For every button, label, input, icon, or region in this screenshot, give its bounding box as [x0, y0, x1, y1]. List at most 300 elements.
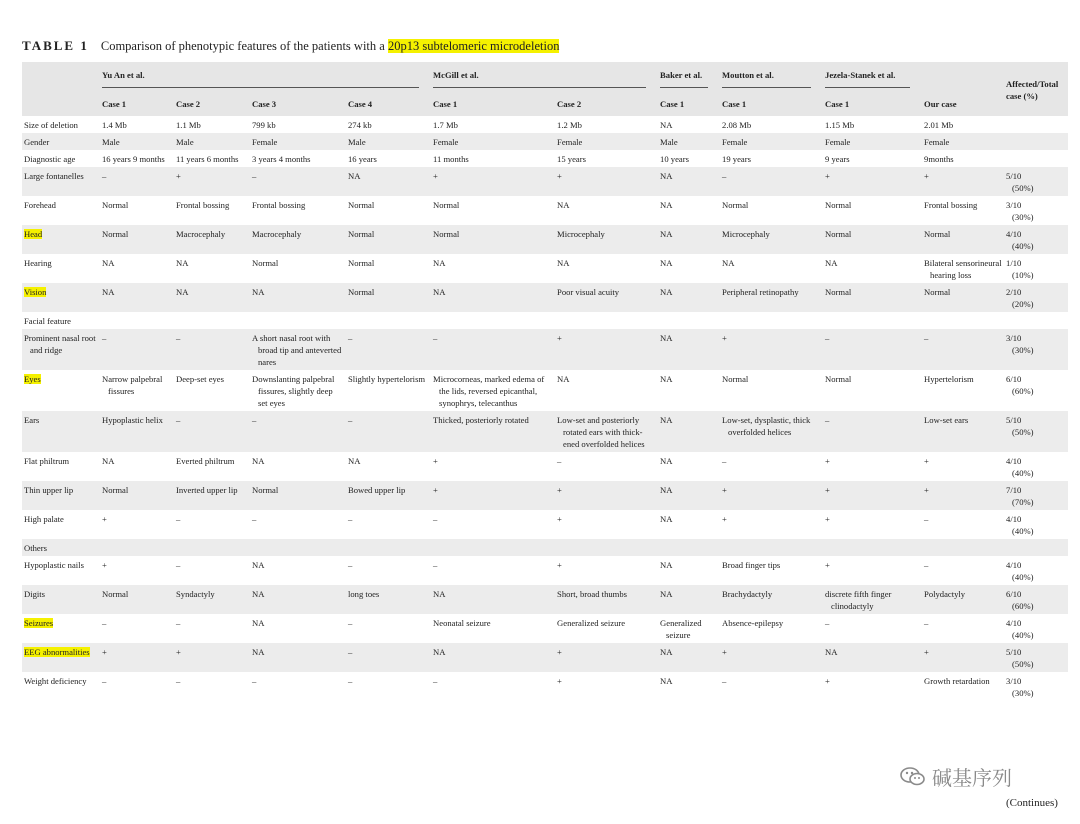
table-cell: Normal [823, 283, 922, 312]
table-cell: Male [346, 133, 431, 150]
table-cell [174, 539, 250, 556]
table-cell: NA [658, 452, 720, 481]
affected-cell [1004, 539, 1068, 556]
header-group-row [22, 62, 1068, 94]
header-our-case: Our case [922, 94, 1004, 116]
feature-label: Ears [22, 411, 100, 452]
group-yu-an: Yu An et al. [100, 62, 431, 94]
affected-cell: 4/10 (40%) [1004, 556, 1068, 585]
feature-label: Forehead [22, 196, 100, 225]
table-cell: NA [555, 254, 658, 283]
table-cell: NA [823, 643, 922, 672]
table-cell: + [100, 510, 174, 539]
table-cell: – [346, 510, 431, 539]
table-cell: – [922, 556, 1004, 585]
feature-label: Vision [22, 283, 100, 312]
table-cell: NA [658, 510, 720, 539]
table-cell [720, 539, 823, 556]
table-cell: NA [658, 196, 720, 225]
table-row [22, 510, 1068, 539]
table-cell: – [100, 329, 174, 370]
affected-cell: 5/10 (50%) [1004, 643, 1068, 672]
table-cell: – [100, 672, 174, 701]
table-cell: discrete fifth finger clinodactyly [823, 585, 922, 614]
feature-label: Large fontanelles [22, 167, 100, 196]
table-cell: Bilateral sensorineural hearing loss [922, 254, 1004, 283]
table-cell: Low-set, dysplastic, thick overfolded helices [720, 411, 823, 452]
table-cell: Hypertelorism [922, 370, 1004, 411]
table-cell: NA [658, 116, 720, 133]
table-cell: Normal [431, 196, 555, 225]
feature-label: Head [22, 225, 100, 254]
table-cell: Bowed upper lip [346, 481, 431, 510]
table-row [22, 329, 1068, 370]
table-cell: Male [658, 133, 720, 150]
table-cell: Short, broad thumbs [555, 585, 658, 614]
table-cell: – [823, 411, 922, 452]
table-cell: Male [100, 133, 174, 150]
table-cell: – [174, 329, 250, 370]
table-cell: – [823, 614, 922, 643]
table-cell: Low-set ears [922, 411, 1004, 452]
feature-label: Thin upper lip [22, 481, 100, 510]
table-cell: NA [658, 225, 720, 254]
table-cell: Normal [346, 254, 431, 283]
table-cell: 16 years [346, 150, 431, 167]
header-case: Case 3 [250, 94, 346, 116]
table-row [22, 116, 1068, 133]
table-cell: NA [250, 283, 346, 312]
table-cell: NA [658, 481, 720, 510]
affected-cell: 5/10 (50%) [1004, 411, 1068, 452]
table-row [22, 411, 1068, 452]
table-cell: – [346, 556, 431, 585]
table-cell: + [555, 672, 658, 701]
table-cell: NA [658, 254, 720, 283]
table-cell: NA [431, 585, 555, 614]
table-cell: NA [431, 254, 555, 283]
table-cell: + [555, 510, 658, 539]
table-cell: Peripheral retinopathy [720, 283, 823, 312]
table-cell: 1.7 Mb [431, 116, 555, 133]
table-cell: NA [658, 329, 720, 370]
table-cell: NA [431, 283, 555, 312]
table-cell: NA [658, 585, 720, 614]
table-cell: Generalized seizure [658, 614, 720, 643]
table-cell: Growth retardation [922, 672, 1004, 701]
table-cell: Male [174, 133, 250, 150]
table-cell: – [174, 411, 250, 452]
table-row [22, 556, 1068, 585]
table-cell: + [555, 643, 658, 672]
table-cell: Brachydactyly [720, 585, 823, 614]
table-cell [720, 312, 823, 329]
table-cell: NA [100, 452, 174, 481]
table-cell: – [922, 329, 1004, 370]
table-cell: – [100, 614, 174, 643]
table-cell: NA [250, 556, 346, 585]
table-cell: Everted philtrum [174, 452, 250, 481]
table-row [22, 481, 1068, 510]
group-moutton: Moutton et al. [720, 62, 823, 94]
table-cell: Normal [346, 196, 431, 225]
table-cell: NA [346, 167, 431, 196]
table-cell: Normal [250, 481, 346, 510]
table-cell: + [555, 481, 658, 510]
group-baker: Baker et al. [658, 62, 720, 94]
table-cell: Normal [346, 283, 431, 312]
table-cell [658, 539, 720, 556]
table-cell: Normal [100, 196, 174, 225]
table-cell: Normal [431, 225, 555, 254]
header-affected: Affected/Total case (%) [1004, 62, 1068, 116]
table-cell: – [720, 452, 823, 481]
table-cell: 799 kb [250, 116, 346, 133]
table-cell: – [431, 556, 555, 585]
feature-label: Weight deficiency [22, 672, 100, 701]
table-cell: + [555, 329, 658, 370]
header-case: Case 1 [100, 94, 174, 116]
table-cell: NA [555, 370, 658, 411]
group-mcgill: McGill et al. [431, 62, 658, 94]
watermark-text: 碱基序列 [932, 766, 1012, 790]
table-cell: + [823, 481, 922, 510]
table-cell: 15 years [555, 150, 658, 167]
table-row [22, 452, 1068, 481]
header-case: Case 1 [431, 94, 555, 116]
table-cell: + [100, 643, 174, 672]
table-row [22, 643, 1068, 672]
table-cell: + [823, 452, 922, 481]
feature-label: Diagnostic age [22, 150, 100, 167]
table-cell: Female [720, 133, 823, 150]
table-cell: + [100, 556, 174, 585]
table-cell: NA [250, 585, 346, 614]
table-cell: + [823, 167, 922, 196]
feature-label: Size of deletion [22, 116, 100, 133]
table-cell: Macrocephaly [174, 225, 250, 254]
table-cell: 1.15 Mb [823, 116, 922, 133]
table-cell: 274 kb [346, 116, 431, 133]
table-cell: + [720, 510, 823, 539]
table-cell: Frontal bossing [174, 196, 250, 225]
table-cell: – [346, 411, 431, 452]
table-cell: NA [555, 196, 658, 225]
section-row [22, 539, 1068, 556]
table-cell: NA [720, 254, 823, 283]
table-cell: Inverted upper lip [174, 481, 250, 510]
table-cell: NA [658, 167, 720, 196]
table-cell: Normal [720, 370, 823, 411]
table-cell: Female [922, 133, 1004, 150]
header-blank [22, 94, 100, 116]
table-cell: – [720, 672, 823, 701]
header-case: Case 2 [555, 94, 658, 116]
affected-cell: 7/10 (70%) [1004, 481, 1068, 510]
table-cell: Normal [922, 283, 1004, 312]
table-cell: + [922, 452, 1004, 481]
continues-label: (Continues) [1006, 797, 1058, 809]
feature-label: Hearing [22, 254, 100, 283]
feature-label: EEG abnormalities [22, 643, 100, 672]
table-cell: – [250, 510, 346, 539]
table-cell: Macrocephaly [250, 225, 346, 254]
caption-text: Comparison of phenotypic features of the patients with a [100, 39, 388, 53]
group-jezela-stanek: Jezela-Stanek et al. [823, 62, 922, 94]
table-cell [823, 539, 922, 556]
table-row [22, 196, 1068, 225]
table-cell: Broad finger tips [720, 556, 823, 585]
table-cell: Female [250, 133, 346, 150]
table-cell [431, 539, 555, 556]
table-cell: + [720, 329, 823, 370]
table-cell: Normal [100, 225, 174, 254]
table-cell [250, 312, 346, 329]
table-cell: Syndactyly [174, 585, 250, 614]
affected-cell [1004, 150, 1068, 167]
header-case-row [22, 94, 1068, 116]
table-cell: + [431, 167, 555, 196]
table-cell: NA [431, 643, 555, 672]
table-cell: Narrow palpebral fissures [100, 370, 174, 411]
table-cell: – [555, 452, 658, 481]
table-cell: – [431, 672, 555, 701]
table-cell: Frontal bossing [250, 196, 346, 225]
affected-cell: 4/10 (40%) [1004, 452, 1068, 481]
table-cell [922, 539, 1004, 556]
affected-cell: 3/10 (30%) [1004, 196, 1068, 225]
header-case: Case 1 [658, 94, 720, 116]
table-cell: 19 years [720, 150, 823, 167]
caption-highlight: 20p13 subtelomeric microdeletion [387, 39, 560, 53]
table-cell: Normal [823, 196, 922, 225]
table-cell: Microcephaly [555, 225, 658, 254]
header-case: Case 4 [346, 94, 431, 116]
affected-cell: 2/10 (20%) [1004, 283, 1068, 312]
table-cell: Female [431, 133, 555, 150]
header-blank [22, 62, 100, 94]
table-cell: Thicked, posteriorly rotated [431, 411, 555, 452]
affected-cell: 3/10 (30%) [1004, 329, 1068, 370]
table-cell: NA [250, 614, 346, 643]
table-row [22, 585, 1068, 614]
table-cell: + [174, 167, 250, 196]
table-cell: Normal [100, 585, 174, 614]
table-cell: NA [346, 452, 431, 481]
table-cell: – [431, 510, 555, 539]
table-cell: NA [174, 254, 250, 283]
feature-label: Prominent nasal root and ridge [22, 329, 100, 370]
table-cell: Absence-epilepsy [720, 614, 823, 643]
table-cell [658, 312, 720, 329]
phenotype-table [22, 62, 1068, 701]
table-row [22, 614, 1068, 643]
table-cell: – [431, 329, 555, 370]
table-cell: – [346, 329, 431, 370]
table-cell: Downslanting palpebral fissures, slightly deep set eyes [250, 370, 346, 411]
feature-label: High palate [22, 510, 100, 539]
table-cell: NA [250, 452, 346, 481]
table-cell: 2.01 Mb [922, 116, 1004, 133]
table-cell: 11 years 6 months [174, 150, 250, 167]
table-cell: 11 months [431, 150, 555, 167]
table-cell: Deep-set eyes [174, 370, 250, 411]
table-cell [922, 312, 1004, 329]
table-cell: Frontal bossing [922, 196, 1004, 225]
affected-cell: 1/10 (10%) [1004, 254, 1068, 283]
table-cell [100, 539, 174, 556]
table-cell: Poor visual acuity [555, 283, 658, 312]
header-case: Case 1 [720, 94, 823, 116]
table-cell: Female [555, 133, 658, 150]
affected-cell: 4/10 (40%) [1004, 510, 1068, 539]
table-cell: NA [174, 283, 250, 312]
table-cell: NA [658, 556, 720, 585]
table-cell: A short nasal root with broad tip and anteverted nares [250, 329, 346, 370]
table-caption [22, 38, 559, 54]
feature-label: Others [22, 539, 100, 556]
affected-cell: 4/10 (40%) [1004, 614, 1068, 643]
table-cell: 10 years [658, 150, 720, 167]
table-cell: – [174, 556, 250, 585]
header-blank [922, 62, 1004, 94]
table-cell [100, 312, 174, 329]
table-cell: – [250, 411, 346, 452]
table-cell: Normal [100, 481, 174, 510]
table-cell: NA [823, 254, 922, 283]
table-row [22, 150, 1068, 167]
table-cell: + [823, 556, 922, 585]
table-cell: Normal [922, 225, 1004, 254]
table-cell: Normal [823, 370, 922, 411]
table-cell: Hypoplastic helix [100, 411, 174, 452]
table-cell: 1.4 Mb [100, 116, 174, 133]
table-cell: Generalized seizure [555, 614, 658, 643]
table-cell: + [555, 167, 658, 196]
section-row [22, 312, 1068, 329]
table-cell: Normal [346, 225, 431, 254]
feature-label: Digits [22, 585, 100, 614]
table-cell: NA [658, 643, 720, 672]
table-cell: – [922, 510, 1004, 539]
table-cell: – [720, 167, 823, 196]
table-cell: – [346, 672, 431, 701]
table-cell: Microcephaly [720, 225, 823, 254]
affected-cell [1004, 133, 1068, 150]
table-cell: – [823, 329, 922, 370]
table-cell: NA [100, 254, 174, 283]
table-cell: – [922, 614, 1004, 643]
table-cell: 9months [922, 150, 1004, 167]
affected-cell: 5/10 (50%) [1004, 167, 1068, 196]
table-cell: – [174, 672, 250, 701]
table-cell: Microcorneas, marked edema of the lids, reversed epicanthal, synophrys, telecanthus [431, 370, 555, 411]
table-cell: NA [250, 643, 346, 672]
table-cell [555, 539, 658, 556]
table-cell [431, 312, 555, 329]
table-cell: Low-set and posteriorly rotated ears with thick-ened overfolded helices [555, 411, 658, 452]
table-cell: – [250, 672, 346, 701]
table-cell: NA [100, 283, 174, 312]
table-cell: + [555, 556, 658, 585]
table-cell: Normal [720, 196, 823, 225]
table-cell: – [346, 643, 431, 672]
affected-cell [1004, 312, 1068, 329]
table-cell: – [174, 510, 250, 539]
table-body [22, 116, 1068, 701]
table-cell [346, 539, 431, 556]
table-cell: 1.1 Mb [174, 116, 250, 133]
table-cell: + [174, 643, 250, 672]
table-cell: + [720, 481, 823, 510]
table-row [22, 254, 1068, 283]
feature-label: Facial feature [22, 312, 100, 329]
table-cell: + [431, 481, 555, 510]
table-cell [250, 539, 346, 556]
affected-cell: 6/10 (60%) [1004, 585, 1068, 614]
table-cell: Normal [823, 225, 922, 254]
table-cell: Neonatal seizure [431, 614, 555, 643]
table-cell: + [431, 452, 555, 481]
table-cell: + [922, 167, 1004, 196]
feature-label: Gender [22, 133, 100, 150]
affected-cell [1004, 116, 1068, 133]
table-row [22, 167, 1068, 196]
table-cell [555, 312, 658, 329]
table-cell: + [922, 481, 1004, 510]
table-cell: Polydactyly [922, 585, 1004, 614]
table-cell: Female [823, 133, 922, 150]
table-cell [174, 312, 250, 329]
table-cell: – [250, 167, 346, 196]
table-cell: – [100, 167, 174, 196]
table-cell: – [346, 614, 431, 643]
table-cell: 1.2 Mb [555, 116, 658, 133]
table-label: TABLE 1 [22, 38, 89, 53]
affected-cell: 6/10 (60%) [1004, 370, 1068, 411]
table-row [22, 283, 1068, 312]
feature-label: Hypoplastic nails [22, 556, 100, 585]
table-row [22, 672, 1068, 701]
table-cell: 3 years 4 months [250, 150, 346, 167]
affected-cell: 3/10 (30%) [1004, 672, 1068, 701]
table-cell: Normal [250, 254, 346, 283]
table-cell: long toes [346, 585, 431, 614]
table-cell [346, 312, 431, 329]
table-row [22, 133, 1068, 150]
table-cell: + [823, 510, 922, 539]
table-cell: + [922, 643, 1004, 672]
table-cell [823, 312, 922, 329]
table-cell: 2.08 Mb [720, 116, 823, 133]
feature-label: Flat philtrum [22, 452, 100, 481]
table-cell: NA [658, 283, 720, 312]
table-cell: NA [658, 411, 720, 452]
wechat-icon [900, 767, 926, 787]
table-cell: + [720, 643, 823, 672]
watermark [900, 762, 1012, 791]
table-row [22, 370, 1068, 411]
table-cell: – [174, 614, 250, 643]
header-case: Case 1 [823, 94, 922, 116]
table-cell: + [823, 672, 922, 701]
header-case: Case 2 [174, 94, 250, 116]
table-cell: NA [658, 672, 720, 701]
table-cell: 16 years 9 months [100, 150, 174, 167]
table-cell: Slightly hypertelorism [346, 370, 431, 411]
table-row [22, 225, 1068, 254]
table-cell: 9 years [823, 150, 922, 167]
